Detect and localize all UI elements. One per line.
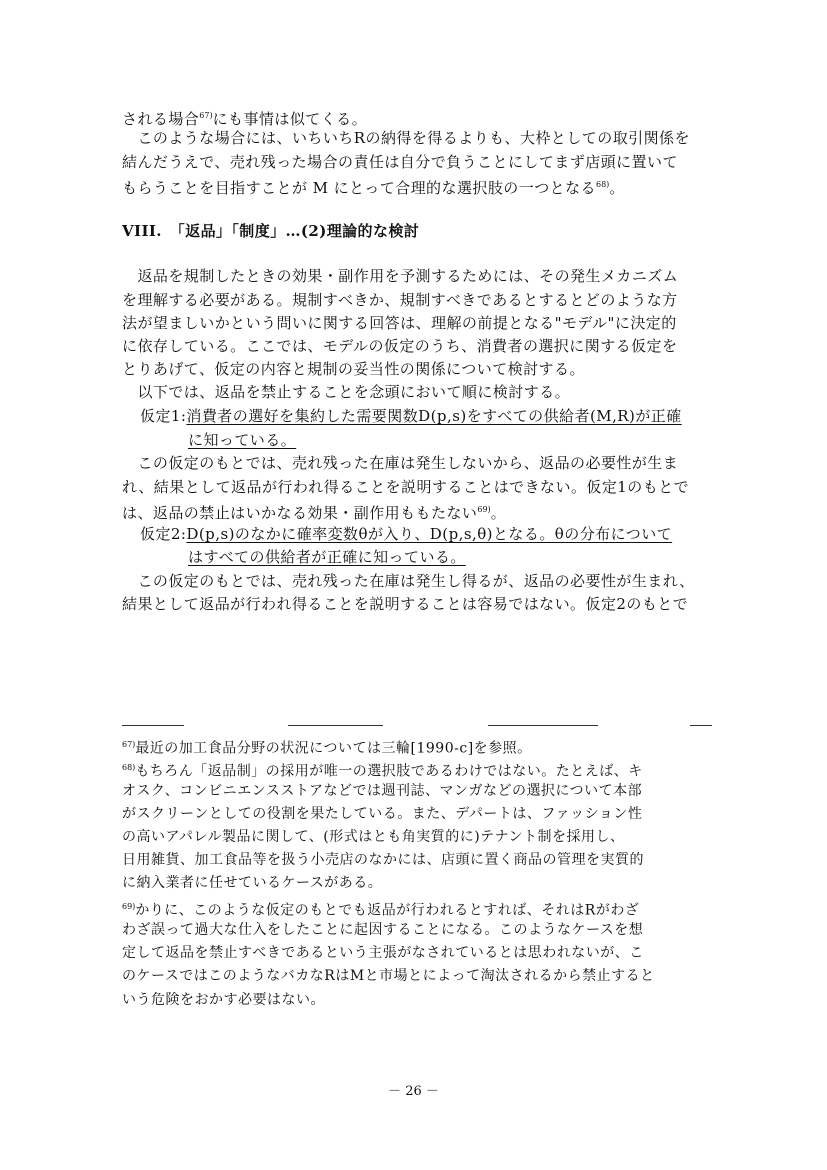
body-line: れ、結果として返品が行われ得ることを説明することはできない。仮定1のもとで <box>122 478 690 496</box>
footnote-line: オスク、コンビニエンスストアなどでは週刊誌、マンガなどの選択について本部 <box>122 783 643 799</box>
footnote-69: $^{69)}$かりに、このような仮定のもとでも返品が行われるとすれば、それはRがわざ <box>122 902 640 919</box>
assumption-2: 仮定2:D(p,s)のなかに確率変数θが入り、D(p,s,θ)となる。θの分布について <box>140 525 673 543</box>
footnote-ref-69: 69) <box>477 505 491 514</box>
footnote-line: に納入業者に任せているケースがある。 <box>122 875 383 891</box>
assumption-2-cont: はすべての供給者が正確に知っている。 <box>188 548 466 566</box>
body-line: される場合$^{67)}$にも事情は似てくる。 <box>122 110 368 128</box>
body-line: は、返品の禁止はいかなる効果・副作用ももたない$^{69)}$。 <box>122 504 507 522</box>
body-line: を理解する必要がある。規制すべきか、規制すべきであるとするとどのような方 <box>122 291 678 309</box>
page-number: － 26 － <box>388 1084 439 1099</box>
body-line: このような場合には、いちいちRの納得を得るよりも、大枠としての取引関係を <box>122 129 690 147</box>
footnote-67: $^{67)}$最近の加工食品分野の状況については三輪[1990-c]を参照。 <box>122 740 532 757</box>
body-line: とりあげて、仮定の内容と規制の妥当性の関係について検討する。 <box>122 360 585 378</box>
footnote-line: がスクリーンとしての役割を果たしている。また、デパートは、ファッション性 <box>122 806 643 822</box>
body-line: 結果として返品が行われ得ることを説明することは容易ではない。仮定2のもとで <box>122 595 689 613</box>
body-line: に依存している。ここでは、モデルの仮定のうち、消費者の選択に関する仮定を <box>122 337 678 355</box>
footnote-ref-68: 68) <box>596 180 610 189</box>
body-line: もらうことを目指すことが M にとって合理的な選択肢の一つとなる$^{68)}$。 <box>122 179 625 197</box>
assumption-1-cont: に知っている。 <box>188 431 297 449</box>
footnote-line: いう危険をおかす必要はない。 <box>122 992 325 1008</box>
footnote-line: 定して返品を禁止すべきであるという主張がなされているとは思われないが、こ <box>122 945 644 961</box>
body-line: 以下では、返品を禁止することを念頭において順に検討する。 <box>122 383 571 401</box>
body-line: 返品を規制したときの効果・副作用を予測するためには、その発生メカニズム <box>122 267 679 285</box>
footnote-ref-67: 67) <box>199 111 213 120</box>
footnote-line: の高いアパレル製品に関して、(形式はとも角実質的に)テナント制を採用し、 <box>122 829 625 845</box>
body-line: この仮定のもとでは、売れ残った在庫は発生しないから、返品の必要性が生ま <box>122 454 679 472</box>
assumption-1: 仮定1:消費者の選好を集約した需要関数D(p,s)をすべての供給者(M,R)が正確 <box>140 407 682 425</box>
body-line: 法が望ましいかという問いに関する回答は、理解の前提となる"モデル"に決定的 <box>122 314 677 332</box>
footnote-line: 日用雑貨、加工食品等を扱う小売店のなかには、店頭に置く商品の管理を実質的 <box>122 852 644 868</box>
footnote-line: わざ誤って過大な仕入をしたことに起因することになる。このようなケースを想 <box>122 922 644 938</box>
footnote-line: のケースではこのようなバカなRはMと市場とによって淘汰されるから禁止すると <box>122 968 655 984</box>
body-line: 結んだうえで、売れ残った場合の責任は自分で負うことにしてまず店頭に置いて <box>122 153 678 171</box>
body-line: この仮定のもとでは、売れ残った在庫は発生し得るが、返品の必要性が生まれ、 <box>122 572 695 590</box>
section-heading: VIII. 「返品」「制度」…(2)理論的な検討 <box>122 222 420 240</box>
footnote-68: $^{68)}$もちろん「返品制」の採用が唯一の選択肢であるわけではない。たとえば、キ <box>122 763 643 780</box>
